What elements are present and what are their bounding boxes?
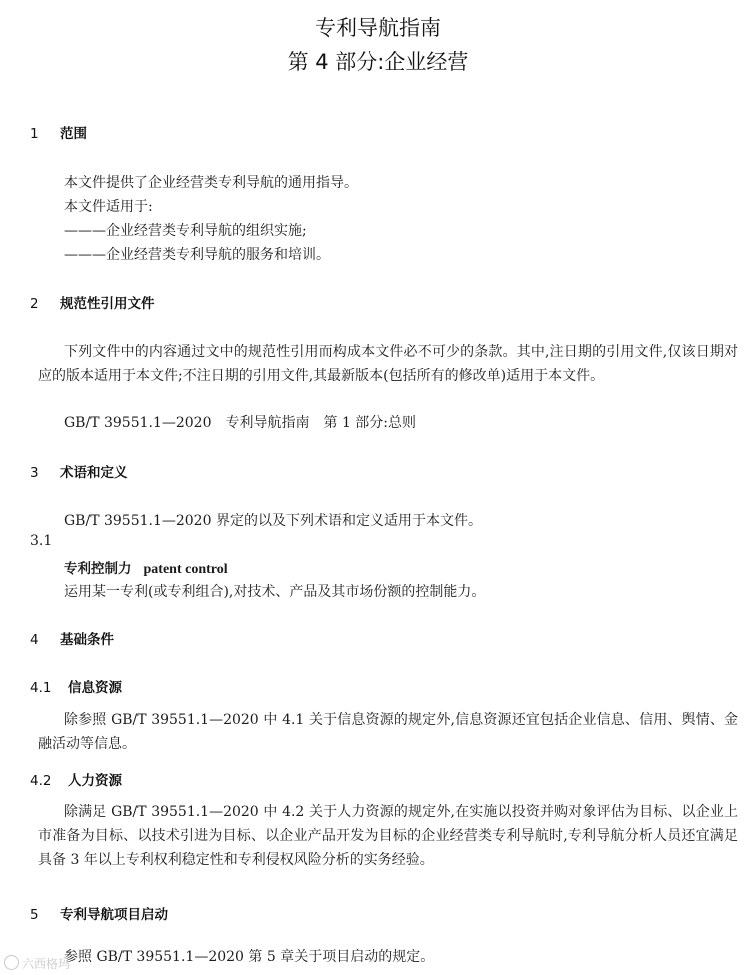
- scope-list-item-2: ———企业经营类专利导航的服务和培训。: [64, 247, 330, 263]
- section-title: 范围: [60, 126, 87, 142]
- subsection-title: 信息资源: [68, 680, 122, 696]
- term-english: patent control: [143, 562, 228, 577]
- section-number: 3: [30, 465, 39, 481]
- section-4-heading: [30, 628, 114, 648]
- term-chinese: 专利控制力: [64, 561, 132, 577]
- subsection-number: 4.1: [30, 680, 52, 696]
- watermark-text: 六西格玛: [22, 957, 71, 971]
- term-definition: 运用某一专利(或专利组合),对技术、产品及其市场份额的控制能力。: [64, 584, 486, 600]
- section-title: 规范性引用文件: [60, 296, 155, 312]
- subsection-number: 4.2: [30, 773, 52, 789]
- section-1-heading: [30, 122, 87, 142]
- subsection-title: 人力资源: [68, 773, 122, 789]
- normative-reference-item: GB/T 39551.1—2020 专利导航指南 第 1 部分:总则: [64, 415, 417, 431]
- section-number: 4: [30, 632, 39, 648]
- section-2-heading: [30, 292, 155, 312]
- watermark-logo-icon: [4, 955, 19, 970]
- scope-list-item-1: ———企业经营类专利导航的组织实施;: [64, 223, 307, 239]
- section-3-heading: [30, 461, 128, 481]
- normative-references-paragraph: 下列文件中的内容通过文中的规范性引用而构成本文件必不可少的条款。其中,注日期的引用文件,仅该日期对应的版本适用于本文件;不注日期的引用文件,其最新版本(包括所有的修改单)适用于本文件。: [38, 344, 738, 384]
- document-title: 专利导航指南: [315, 16, 441, 40]
- subsection-4-1-heading: [30, 676, 122, 696]
- section-5-heading: [30, 903, 168, 923]
- document-subtitle: 第 4 部分:企业经营: [287, 50, 469, 74]
- scope-paragraph-1: 本文件提供了企业经营类专利导航的通用指导。: [64, 175, 358, 191]
- term-number: 3.1: [30, 533, 53, 549]
- scope-paragraph-2: 本文件适用于:: [64, 199, 153, 215]
- section-number: 1: [30, 126, 39, 142]
- section-number: 5: [30, 907, 39, 923]
- section-title: 术语和定义: [60, 465, 128, 481]
- subsection-4-2-heading: [30, 769, 122, 789]
- watermark: [4, 955, 70, 972]
- terms-intro: GB/T 39551.1—2020 界定的以及下列术语和定义适用于本文件。: [64, 513, 482, 529]
- section-title: 基础条件: [60, 632, 114, 648]
- human-resources-paragraph: 除满足 GB/T 39551.1—2020 中 4.2 关于人力资源的规定外,在实施以投资并购对象评估为目标、以企业上市准备为目标、以技术引进为目标、以企业产品开发为目标的企业经营类专利导航时,专利导航分析人员还宜满足具备 3 年以上专利权利稳定性和专利侵权风险分析的实务经验。: [38, 804, 738, 868]
- section-title: 专利导航项目启动: [60, 907, 168, 923]
- information-resources-paragraph: 除参照 GB/T 39551.1—2020 中 4.1 关于信息资源的规定外,信息资源还宜包括企业信息、信用、舆情、金融活动等信息。: [38, 712, 738, 752]
- section-number: 2: [30, 296, 39, 312]
- project-start-paragraph: 参照 GB/T 39551.1—2020 第 5 章关于项目启动的规定。: [64, 949, 435, 965]
- term-heading: [64, 557, 228, 578]
